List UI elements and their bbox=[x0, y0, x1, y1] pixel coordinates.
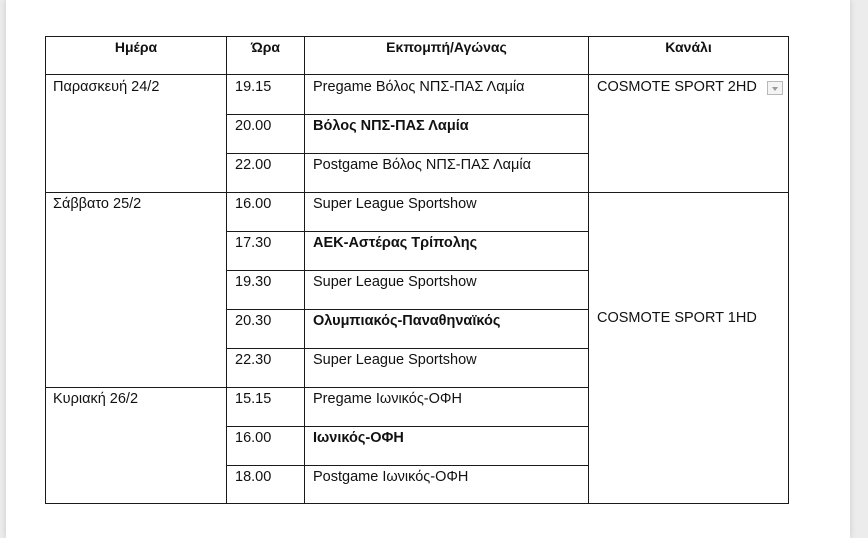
table-border-left bbox=[45, 36, 46, 504]
day-cell: Σάββατο 25/2 bbox=[53, 196, 142, 212]
row-divider bbox=[226, 426, 589, 427]
header-show: Εκπομπή/Αγώνας bbox=[386, 39, 507, 55]
header-channel: Κανάλι bbox=[665, 39, 712, 55]
header-day: Ημέρα bbox=[114, 39, 158, 55]
time-cell: 20.00 bbox=[235, 118, 272, 134]
show-cell: Super League Sportshow bbox=[313, 352, 477, 368]
match-cell: Ιωνικός-ΟΦΗ bbox=[313, 430, 404, 446]
show-cell: Pregame Ιωνικός-ΟΦΗ bbox=[313, 391, 462, 407]
channel-cell: COSMOTE SPORT 1HD bbox=[597, 310, 757, 326]
table-border-right bbox=[788, 36, 789, 504]
show-cell: Pregame Βόλος ΝΠΣ-ΠΑΣ Λαμία bbox=[313, 79, 525, 95]
day-divider-2 bbox=[45, 387, 589, 388]
row-divider bbox=[226, 153, 589, 154]
time-cell: 16.00 bbox=[235, 430, 272, 446]
row-divider bbox=[226, 270, 589, 271]
row-divider bbox=[226, 465, 589, 466]
dropdown-arrow-icon[interactable] bbox=[767, 81, 783, 95]
day-cell: Παρασκευή 24/2 bbox=[53, 79, 160, 95]
time-cell: 16.00 bbox=[235, 196, 272, 212]
match-cell: Βόλος ΝΠΣ-ΠΑΣ Λαμία bbox=[313, 118, 469, 134]
day-divider-1 bbox=[45, 192, 789, 193]
show-cell: Super League Sportshow bbox=[313, 274, 477, 290]
time-cell: 15.15 bbox=[235, 391, 272, 407]
time-cell: 18.00 bbox=[235, 469, 272, 485]
row-divider bbox=[226, 348, 589, 349]
row-divider bbox=[226, 231, 589, 232]
channel-cell: COSMOTE SPORT 2HD bbox=[597, 79, 757, 95]
match-cell: ΑΕΚ-Αστέρας Τρίπολης bbox=[313, 235, 478, 251]
show-cell: Postgame Βόλος ΝΠΣ-ΠΑΣ Λαμία bbox=[313, 157, 531, 173]
table-border-bottom bbox=[45, 503, 789, 504]
time-cell: 22.00 bbox=[235, 157, 272, 173]
show-cell: Super League Sportshow bbox=[313, 196, 477, 212]
show-cell: Postgame Ιωνικός-ΟΦΗ bbox=[313, 469, 469, 485]
time-cell: 20.30 bbox=[235, 313, 272, 329]
day-cell: Κυριακή 26/2 bbox=[53, 391, 139, 407]
row-divider bbox=[226, 309, 589, 310]
table-border-top bbox=[45, 36, 789, 37]
header-divider bbox=[45, 74, 789, 75]
header-time: Ώρα bbox=[251, 39, 280, 55]
time-cell: 17.30 bbox=[235, 235, 272, 251]
row-divider bbox=[226, 114, 589, 115]
time-cell: 19.30 bbox=[235, 274, 272, 290]
time-cell: 22.30 bbox=[235, 352, 272, 368]
match-cell: Ολυμπιακός-Παναθηναϊκός bbox=[313, 313, 501, 329]
time-cell: 19.15 bbox=[235, 79, 272, 95]
